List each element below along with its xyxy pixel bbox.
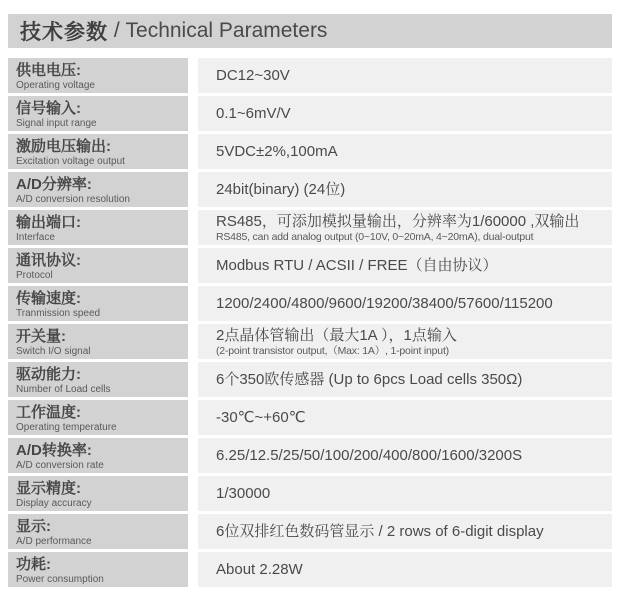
table-row bbox=[8, 96, 612, 131]
parameter-label-cell bbox=[8, 248, 188, 283]
parameter-name-zh: 供电电压: bbox=[16, 62, 81, 79]
parameter-label-cell bbox=[8, 552, 188, 587]
table-row bbox=[8, 210, 612, 245]
table-row bbox=[8, 58, 612, 93]
parameter-value-cell bbox=[198, 248, 612, 283]
table-row bbox=[8, 362, 612, 397]
parameter-value-cell bbox=[198, 400, 612, 435]
table-row bbox=[8, 248, 612, 283]
table-row bbox=[8, 514, 612, 549]
parameter-value-cell bbox=[198, 438, 612, 473]
parameter-label-cell bbox=[8, 286, 188, 321]
parameter-value: 5VDC±2%,100mA bbox=[216, 142, 338, 160]
parameter-name-zh: 信号输入: bbox=[16, 100, 81, 117]
parameter-name-zh: 输出端口: bbox=[16, 214, 81, 231]
table-row bbox=[8, 476, 612, 511]
parameter-value: 6个350欧传感器 (Up to 6pcs Load cells 350Ω) bbox=[216, 370, 523, 388]
parameter-name-en: Number of Load cells bbox=[16, 384, 111, 395]
parameter-name-zh: 通讯协议: bbox=[16, 252, 81, 269]
parameter-value-cell bbox=[198, 476, 612, 511]
parameter-value: 6.25/12.5/25/50/100/200/400/800/1600/3200S bbox=[216, 446, 523, 464]
parameter-value-cell bbox=[198, 362, 612, 397]
parameter-name-en: A/D conversion resolution bbox=[16, 194, 130, 205]
parameter-value: 6位双排红色数码管显示 / 2 rows of 6-digit display bbox=[216, 522, 544, 540]
parameter-value: About 2.28W bbox=[216, 560, 303, 578]
section-header bbox=[8, 14, 612, 48]
parameter-name-en: Protocol bbox=[16, 270, 53, 281]
table-row bbox=[8, 552, 612, 587]
section-title-zh: 技术参数 bbox=[20, 21, 108, 44]
parameter-name-en: Display accuracy bbox=[16, 498, 92, 509]
parameter-value-cell bbox=[198, 286, 612, 321]
parameters-table bbox=[0, 58, 625, 587]
parameter-name-zh: 传输速度: bbox=[16, 290, 81, 307]
parameter-name-zh: 开关量: bbox=[16, 328, 66, 345]
parameter-name-en: A/D conversion rate bbox=[16, 460, 104, 471]
parameter-value: Modbus RTU / ACSII / FREE（自由协议） bbox=[216, 256, 498, 274]
table-row bbox=[8, 286, 612, 321]
parameter-value: 2点晶体管输出（最大1A ），1点输入 bbox=[216, 326, 457, 344]
section-title-separator: / bbox=[108, 19, 126, 42]
parameter-name-en: Operating voltage bbox=[16, 80, 95, 91]
parameter-label-cell bbox=[8, 210, 188, 245]
parameter-label-cell bbox=[8, 362, 188, 397]
parameter-name-en: Operating temperature bbox=[16, 422, 117, 433]
parameter-name-zh: 驱动能力: bbox=[16, 366, 81, 383]
table-row bbox=[8, 438, 612, 473]
parameter-label-cell bbox=[8, 400, 188, 435]
parameter-name-zh: 显示精度: bbox=[16, 480, 81, 497]
table-row bbox=[8, 172, 612, 207]
parameter-name-zh: 显示: bbox=[16, 518, 51, 535]
parameter-name-en: A/D performance bbox=[16, 536, 92, 547]
parameter-name-zh: 功耗: bbox=[16, 556, 51, 573]
parameter-name-en: Signal input range bbox=[16, 118, 97, 129]
parameter-label-cell bbox=[8, 58, 188, 93]
parameter-name-zh: A/D分辨率: bbox=[16, 176, 92, 193]
table-row bbox=[8, 134, 612, 169]
parameter-label-cell bbox=[8, 96, 188, 131]
parameter-value-sub: (2-point transistor output,（Max: 1A）, 1-point input) bbox=[216, 344, 449, 357]
table-row bbox=[8, 324, 612, 359]
parameter-name-zh: 工作温度: bbox=[16, 404, 81, 421]
parameter-name-en: Excitation voltage output bbox=[16, 156, 125, 167]
parameter-value-cell bbox=[198, 172, 612, 207]
parameter-value-cell bbox=[198, 96, 612, 131]
parameter-value: RS485，可添加模拟量输出，分辨率为1/60000 ,双输出 bbox=[216, 212, 580, 230]
parameter-label-cell bbox=[8, 476, 188, 511]
parameter-value-cell bbox=[198, 324, 612, 359]
parameter-value-cell bbox=[198, 134, 612, 169]
parameter-label-cell bbox=[8, 324, 188, 359]
parameter-value-cell bbox=[198, 514, 612, 549]
parameter-value: 24bit(binary) (24位) bbox=[216, 180, 346, 198]
parameter-name-zh: A/D转换率: bbox=[16, 442, 92, 459]
parameter-value-cell bbox=[198, 552, 612, 587]
parameter-name-en: Interface bbox=[16, 232, 55, 243]
parameter-label-cell bbox=[8, 172, 188, 207]
parameter-value-sub: RS485, can add analog output (0~10V, 0~20mA, 4~20mA), dual-output bbox=[216, 230, 534, 243]
parameter-name-en: Switch I/O signal bbox=[16, 346, 91, 357]
parameter-value: 0.1~6mV/V bbox=[216, 104, 291, 122]
table-row bbox=[8, 400, 612, 435]
parameter-value: DC12~30V bbox=[216, 66, 290, 84]
parameter-label-cell bbox=[8, 438, 188, 473]
parameter-name-zh: 激励电压输出: bbox=[16, 138, 111, 155]
parameter-label-cell bbox=[8, 134, 188, 169]
section-title-en: Technical Parameters bbox=[125, 19, 328, 42]
parameter-value: -30℃~+60℃ bbox=[216, 408, 306, 426]
parameter-value: 1/30000 bbox=[216, 484, 271, 502]
parameter-label-cell bbox=[8, 514, 188, 549]
parameter-value-cell bbox=[198, 210, 612, 245]
parameter-value-cell bbox=[198, 58, 612, 93]
parameter-name-en: Tranmission speed bbox=[16, 308, 101, 319]
parameter-name-en: Power consumption bbox=[16, 574, 104, 585]
parameter-value: 1200/2400/4800/9600/19200/38400/57600/115200 bbox=[216, 294, 553, 312]
